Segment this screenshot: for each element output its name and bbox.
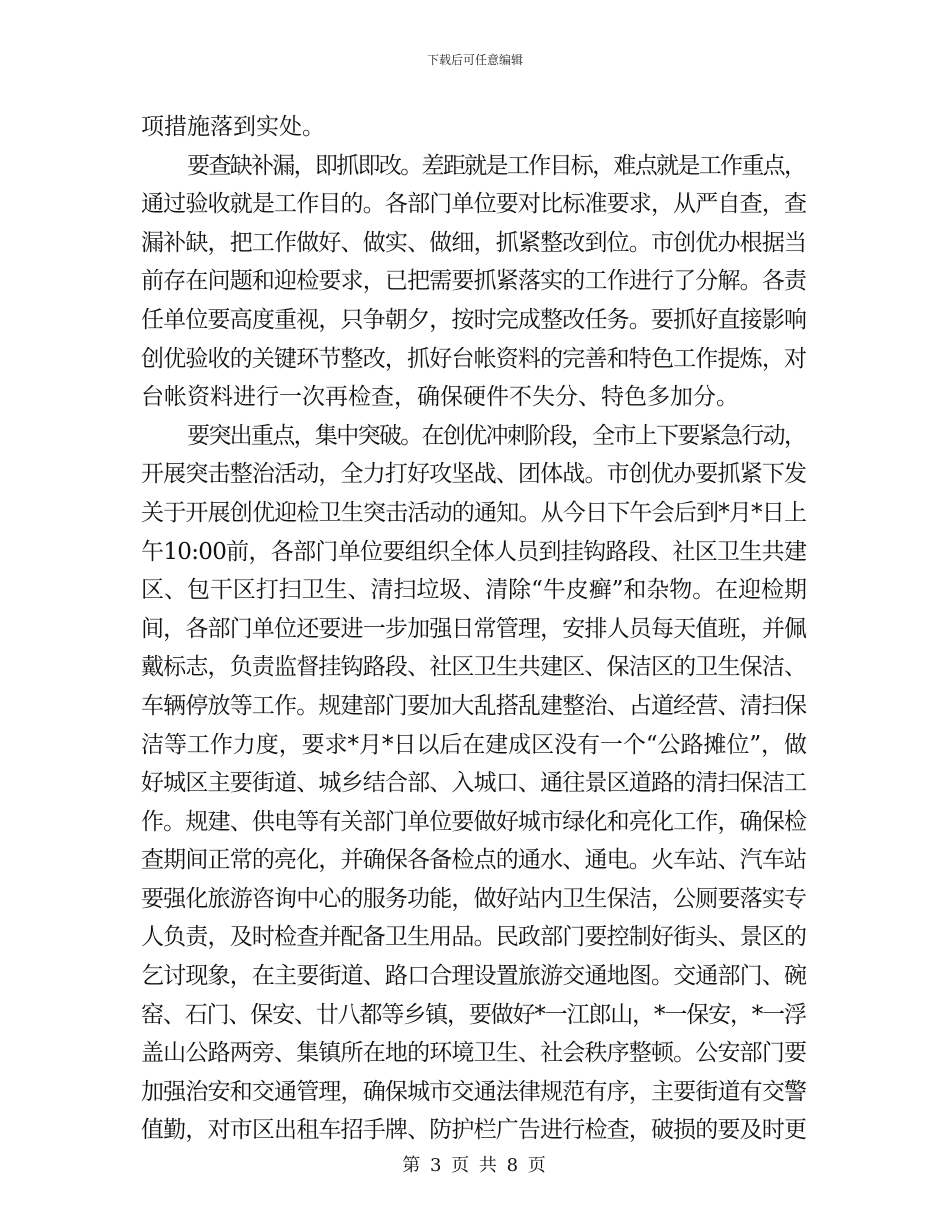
paragraph-line: 值勤，对市区出租车招手牌、防护栏广告进行检查，破损的要及时更 [141,1117,807,1144]
paragraph-line: 午10:00前，各部门单位要组织全体人员到挂钩路段、社区卫生共建 [141,538,807,565]
paragraph-line: 关于开展创优迎检卫生突击活动的通知。从今日下午会后到*月*日上 [141,499,807,526]
paragraph-line: 任单位要高度重视，只争朝夕，按时完成整改任务。要抓好直接影响 [141,306,807,333]
paragraph-line: 创优验收的关键环节整改，抓好台帐资料的完善和特色工作提炼，对 [141,345,807,372]
paragraph-line: 车辆停放等工作。规建部门要加大乱搭乱建整治、占道经营、清扫保 [141,692,807,719]
paragraph-line: 前存在问题和迎检要求，已把需要抓紧落实的工作进行了分解。各责 [141,268,807,295]
paragraph-line: 台帐资料进行一次再检查，确保硬件不失分、特色多加分。 [141,384,739,411]
paragraph-line: 间，各部门单位还要进一步加强日常管理，安排人员每天值班，并佩 [141,615,807,642]
document-body [141,108,807,1150]
paragraph-line: 区、包干区打扫卫生、清扫垃圾、清除“牛皮癣”和杂物。在迎检期 [141,577,807,604]
paragraph-line: 加强治安和交通管理，确保城市交通法律规范有序，主要街道有交警 [141,1078,807,1105]
paragraph-line: 开展突击整治活动，全力打好攻坚战、团体战。市创优办要抓紧下发 [141,461,807,488]
page-number-footer: 第 3 页 共 8 页 [402,1155,548,1176]
paragraph-line: 要突出重点，集中突破。在创优冲刺阶段，全市上下要紧急行动， [187,422,806,449]
paragraph-line: 查期间正常的亮化，并确保各备检点的通水、通电。火车站、汽车站 [141,847,807,874]
paragraph-line: 盖山公路两旁、集镇所在地的环境卫生、社会秩序整顿。公安部门要 [141,1040,807,1067]
paragraph-line: 项措施落到实处。 [141,114,325,140]
page-header: 下载后可任意编辑 [426,53,523,67]
paragraph-line: 通过验收就是工作目的。各部门单位要对比标准要求，从严自查，查 [141,191,807,218]
paragraph-line: 人负责，及时检查并配备卫生用品。民政部门要控制好街头、景区的 [141,924,807,951]
paragraph-line: 漏补缺，把工作做好、做实、做细，抓紧整改到位。市创优办根据当 [141,229,807,256]
paragraph-line: 乞讨现象，在主要街道、路口合理设置旅游交通地图。交通部门、碗 [141,963,807,990]
paragraph-line: 洁等工作力度，要求*月*日以后在建成区没有一个“公路摊位”，做 [141,731,807,758]
paragraph-line: 好城区主要街道、城乡结合部、入城口、通往景区道路的清扫保洁工 [141,770,807,797]
paragraph-line: 戴标志，负责监督挂钩路段、社区卫生共建区、保洁区的卫生保洁、 [141,654,807,681]
paragraph-line: 要强化旅游咨询中心的服务功能，做好站内卫生保洁，公厕要落实专 [141,885,807,912]
paragraph-line: 作。规建、供电等有关部门单位要做好城市绿化和亮化工作，确保检 [141,808,807,835]
paragraph-line: 窑、石门、保安、廿八都等乡镇，要做好*一江郎山，*一保安，*一浮 [141,1001,806,1028]
paragraph-line: 要查缺补漏，即抓即改。差距就是工作目标，难点就是工作重点， [187,152,806,179]
